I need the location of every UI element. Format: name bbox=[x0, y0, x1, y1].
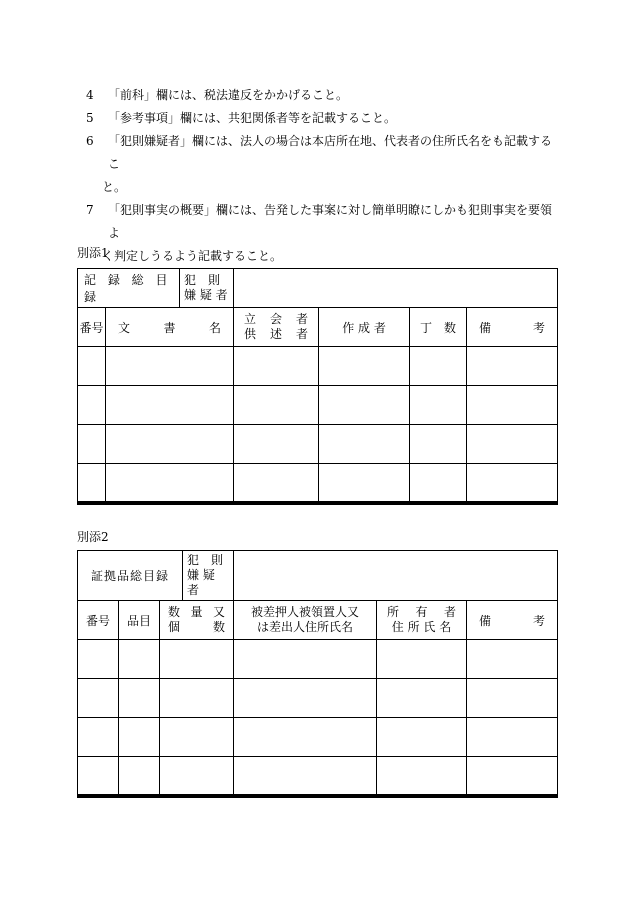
suspect-label bbox=[183, 551, 234, 601]
header-remarks-char: 考 bbox=[533, 320, 546, 335]
cell[interactable] bbox=[78, 386, 106, 425]
header-doc-char: 名 bbox=[209, 320, 222, 335]
header-seized-person bbox=[234, 601, 377, 640]
suspect-value-cell[interactable] bbox=[234, 551, 558, 601]
table-row bbox=[78, 757, 558, 796]
header-number: 番号 bbox=[78, 308, 106, 347]
header-qty-char: 数 bbox=[168, 605, 181, 619]
header-seized-person-line2: は差出人住所氏名 bbox=[257, 620, 354, 634]
note-text: 「前科」欄には、税法違反をかかげること。 bbox=[108, 88, 349, 102]
header-qty-char: 数 bbox=[213, 620, 226, 634]
cell[interactable] bbox=[234, 718, 377, 757]
cell[interactable] bbox=[119, 718, 160, 757]
header-qty-char: 個 bbox=[168, 620, 181, 634]
table-row bbox=[78, 425, 558, 464]
cell[interactable] bbox=[319, 386, 410, 425]
cell[interactable] bbox=[319, 347, 410, 386]
header-remarks bbox=[467, 601, 558, 640]
suspect-label-line2: 嫌 疑 者 bbox=[187, 568, 215, 597]
header-seized-person-line1: 被差押人被領置人又 bbox=[251, 605, 360, 619]
cell[interactable] bbox=[377, 640, 467, 679]
cell[interactable] bbox=[106, 425, 234, 464]
cell[interactable] bbox=[78, 347, 106, 386]
cell[interactable] bbox=[467, 464, 558, 503]
cell[interactable] bbox=[410, 386, 467, 425]
header-witness bbox=[234, 308, 319, 347]
note-6-continuation: と。 bbox=[102, 180, 127, 194]
header-author: 作 成 者 bbox=[319, 308, 410, 347]
cell[interactable] bbox=[160, 718, 234, 757]
note-number: 4 bbox=[86, 88, 94, 102]
table-row bbox=[78, 718, 558, 757]
note-number: 6 bbox=[86, 134, 94, 148]
note-number: 5 bbox=[86, 111, 94, 125]
table-row bbox=[78, 679, 558, 718]
suspect-label bbox=[180, 269, 234, 308]
cell[interactable] bbox=[467, 386, 558, 425]
cell[interactable] bbox=[160, 757, 234, 796]
table-row bbox=[78, 386, 558, 425]
header-number: 番号 bbox=[78, 601, 119, 640]
cell[interactable] bbox=[234, 347, 319, 386]
cell[interactable] bbox=[234, 464, 319, 503]
cell[interactable] bbox=[160, 640, 234, 679]
cell[interactable] bbox=[119, 757, 160, 796]
header-remarks-char: 備 bbox=[479, 320, 492, 335]
cell[interactable] bbox=[319, 425, 410, 464]
note-7 bbox=[86, 199, 556, 245]
cell[interactable] bbox=[234, 386, 319, 425]
cell[interactable] bbox=[410, 347, 467, 386]
cell[interactable] bbox=[410, 464, 467, 503]
header-owner-char: 有 bbox=[415, 605, 428, 619]
suspect-label-line2: 嫌 疑 者 bbox=[184, 288, 228, 302]
cell[interactable] bbox=[78, 679, 119, 718]
header-witness-char: 会 bbox=[270, 312, 283, 326]
header-witness-char: 供 bbox=[244, 327, 257, 341]
header-remarks-char: 考 bbox=[533, 613, 546, 628]
header-owner bbox=[377, 601, 467, 640]
suspect-label-line1: 犯 則 bbox=[184, 273, 221, 287]
cell[interactable] bbox=[377, 679, 467, 718]
cell[interactable] bbox=[106, 464, 234, 503]
note-6 bbox=[86, 130, 556, 176]
note-4 bbox=[86, 84, 556, 107]
cell[interactable] bbox=[78, 718, 119, 757]
cell[interactable] bbox=[467, 718, 558, 757]
cell[interactable] bbox=[106, 386, 234, 425]
table-row bbox=[78, 464, 558, 503]
evidence-index-title: 証拠品総目録 bbox=[78, 551, 183, 601]
header-doc-char: 書 bbox=[163, 320, 176, 335]
header-quantity bbox=[160, 601, 234, 640]
cell[interactable] bbox=[106, 347, 234, 386]
record-index-title: 記 録 総 目 録 bbox=[78, 269, 180, 308]
note-7-continuation: く判定しうるよう記載すること。 bbox=[102, 249, 283, 263]
table2-caption: 別添2 bbox=[77, 530, 109, 544]
evidence-index-table bbox=[77, 550, 558, 798]
table-row bbox=[78, 640, 558, 679]
cell[interactable] bbox=[234, 425, 319, 464]
cell[interactable] bbox=[119, 640, 160, 679]
cell[interactable] bbox=[78, 464, 106, 503]
table-row bbox=[78, 347, 558, 386]
header-item: 品目 bbox=[119, 601, 160, 640]
cell[interactable] bbox=[319, 464, 410, 503]
cell[interactable] bbox=[78, 640, 119, 679]
cell[interactable] bbox=[467, 425, 558, 464]
cell[interactable] bbox=[377, 718, 467, 757]
cell[interactable] bbox=[78, 425, 106, 464]
cell[interactable] bbox=[234, 757, 377, 796]
cell[interactable] bbox=[160, 679, 234, 718]
header-owner-line2: 住 所 氏 名 bbox=[391, 620, 452, 634]
cell[interactable] bbox=[467, 757, 558, 796]
cell[interactable] bbox=[78, 757, 119, 796]
cell[interactable] bbox=[467, 640, 558, 679]
cell[interactable] bbox=[377, 757, 467, 796]
cell[interactable] bbox=[410, 425, 467, 464]
header-document-name bbox=[106, 308, 234, 347]
note-text: 「犯則嫌疑者」欄には、法人の場合は本店所在地、代表者の住所氏名をも記載するこ bbox=[108, 134, 553, 171]
cell[interactable] bbox=[234, 640, 377, 679]
header-witness-char: 者 bbox=[295, 327, 308, 341]
header-witness-char: 者 bbox=[295, 312, 308, 326]
header-witness-char: 立 bbox=[244, 312, 257, 326]
header-owner-char: 所 bbox=[387, 605, 400, 619]
header-qty-char: 又 bbox=[213, 605, 226, 619]
header-remarks-char: 備 bbox=[479, 613, 492, 628]
note-text: 「参考事項」欄には、共犯関係者等を記載すること。 bbox=[108, 111, 397, 125]
cell[interactable] bbox=[467, 679, 558, 718]
table1-caption: 別添1 bbox=[77, 246, 109, 260]
instruction-notes bbox=[86, 84, 556, 268]
cell[interactable] bbox=[234, 679, 377, 718]
header-qty-char: 量 bbox=[190, 605, 203, 619]
note-5 bbox=[86, 107, 556, 130]
cell[interactable] bbox=[119, 679, 160, 718]
header-owner-char: 者 bbox=[444, 605, 457, 619]
header-witness-char: 述 bbox=[270, 327, 283, 341]
cell[interactable] bbox=[467, 347, 558, 386]
note-number: 7 bbox=[86, 203, 94, 217]
suspect-label-line1: 犯 則 bbox=[187, 553, 224, 567]
header-remarks bbox=[467, 308, 558, 347]
note-text: 「犯則事実の概要」欄には、告発した事案に対し簡単明瞭にしかも犯則事実を要領よ bbox=[108, 203, 553, 240]
header-pages: 丁 数 bbox=[410, 308, 467, 347]
suspect-value-cell[interactable] bbox=[234, 269, 558, 308]
header-doc-char: 文 bbox=[118, 320, 131, 335]
record-index-table bbox=[77, 268, 558, 505]
